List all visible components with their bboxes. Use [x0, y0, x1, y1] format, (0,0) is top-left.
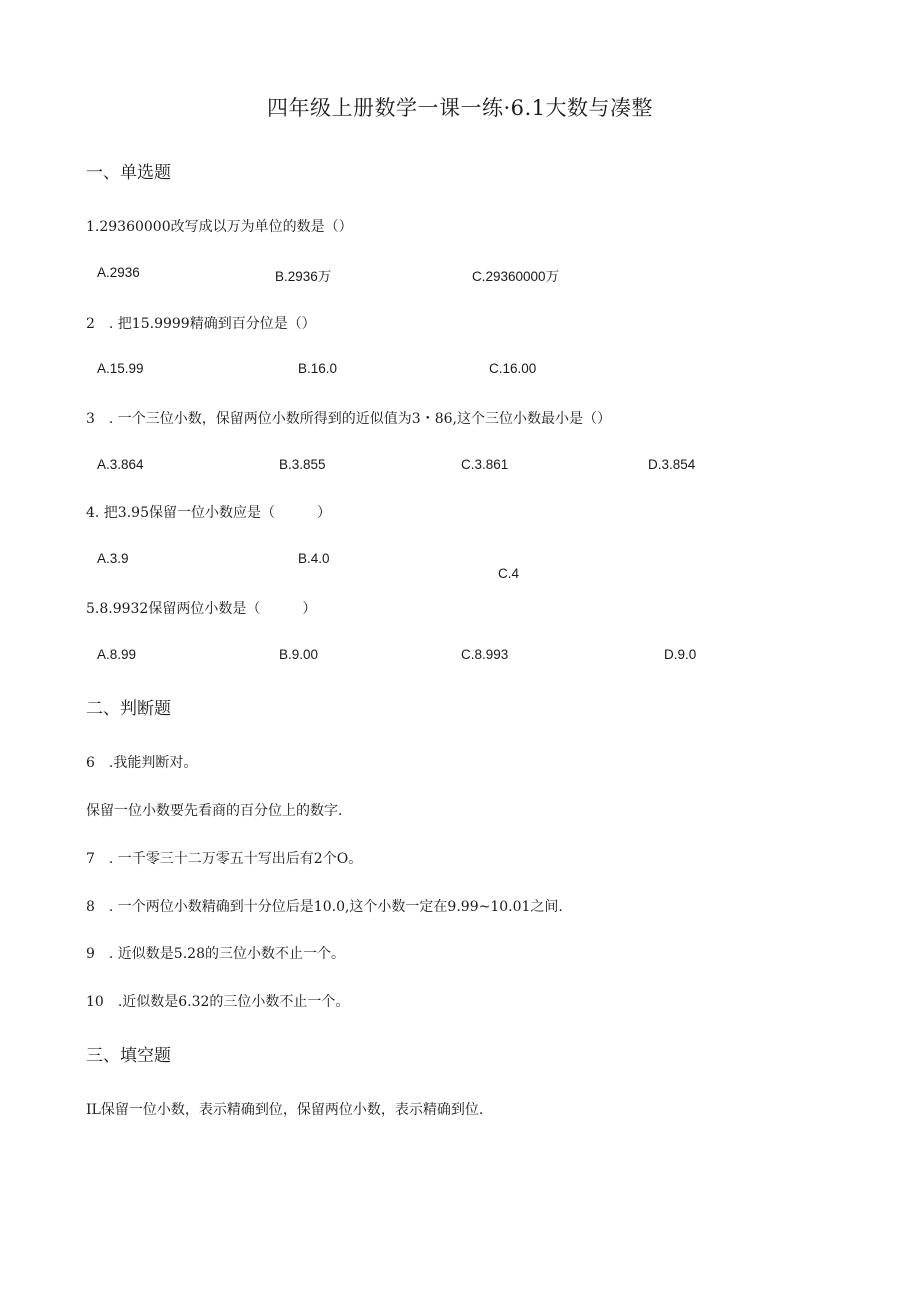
q5-option-a: A.8.99 [97, 647, 137, 662]
section-heading-fill-blank: 三、填空题 [86, 1046, 171, 1066]
q2-option-a: A.15.99 [97, 361, 144, 376]
section-heading-true-false: 二、判断题 [86, 699, 171, 719]
question-11: IL保留一位小数，表示精确到位，保留两位小数，表示精确到位. [86, 1102, 484, 1118]
question-3: 3 . 一个三位小数，保留两位小数所得到的近似值为3・86,这个三位小数最小是（） [86, 411, 611, 427]
question-1: 1.29360000改写成以万为单位的数是（） [86, 219, 353, 235]
q5-option-c: C.8.993 [461, 647, 509, 662]
q4-option-a: A.3.9 [97, 551, 129, 566]
q2-option-c: C.16.00 [489, 361, 537, 376]
q3-option-c: C.3.861 [461, 457, 509, 472]
q3-option-a: A.3.864 [97, 457, 144, 472]
section-heading-single-choice: 一、单选题 [86, 163, 171, 183]
q3-option-d: D.3.854 [648, 457, 696, 472]
q5-option-d: D.9.0 [664, 647, 697, 662]
q2-option-b: B.16.0 [298, 361, 338, 376]
question-6: 6 .我能判断对。 [86, 755, 198, 771]
q5-option-b: B.9.00 [279, 647, 319, 662]
question-2: 2 . 把15.9999精确到百分位是（） [86, 316, 316, 332]
question-5: 5.8.9932保留两位小数是（ ） [86, 601, 317, 617]
question-6-statement: 保留一位小数要先看商的百分位上的数字. [86, 803, 343, 819]
question-8: 8 . 一个两位小数精确到十分位后是10.0,这个小数一定在9.99~10.01之间. [86, 899, 563, 915]
q4-option-b: B.4.0 [298, 551, 330, 566]
question-10: 10 .近似数是6.32的三位小数不止一个。 [86, 994, 350, 1010]
page-title: 四年级上册数学一课一练·6.1大数与凑整 [266, 96, 654, 120]
q1-option-a: A.2936 [97, 265, 140, 280]
q1-option-b: B.2936万 [275, 269, 332, 284]
q3-option-b: B.3.855 [279, 457, 326, 472]
q1-option-c: C.29360000万 [472, 269, 560, 284]
question-4: 4. 把3.95保留一位小数应是（ ） [86, 505, 331, 521]
question-9: 9 . 近似数是5.28的三位小数不止一个。 [86, 946, 345, 962]
question-7: 7 . 一千零三十二万零五十写出后有2个O。 [86, 851, 363, 867]
q4-option-c: C.4 [498, 566, 520, 581]
